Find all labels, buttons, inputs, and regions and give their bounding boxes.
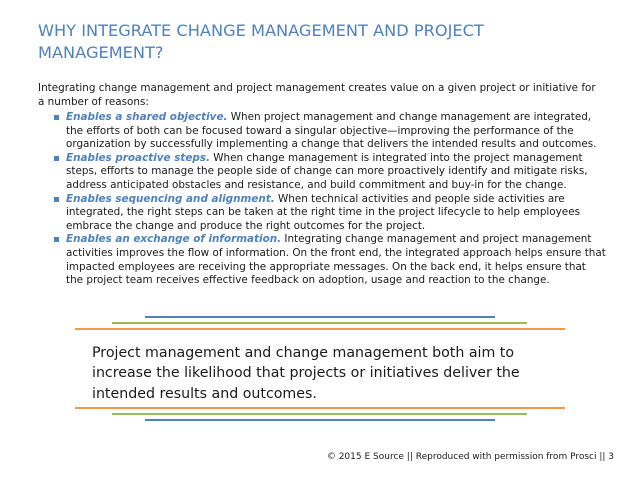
divider-green-top (112, 322, 527, 324)
list-item (54, 193, 606, 234)
reasons-list (54, 111, 606, 288)
bullet-text: Integrating change management and project management activities improves the flow of information. On the front end, the integrated approach helps ensure that impacted employees are receiving the appropriate messages. On the back end, it helps ensure that the project team receives effective feedback on adoption, usage and reaction to the change. (66, 233, 606, 287)
slide-title: WHY INTEGRATE CHANGE MANAGEMENT AND PROJECT MANAGEMENT? (38, 21, 484, 62)
bullet-heading: Enables an exchange of information. (66, 233, 282, 246)
bullet-text: When technical activities and people side activities are integrated, the right steps can be taken at the right time in the project lifecycle to help employees embrace the change and produce the right outcomes for the project. (66, 192, 581, 232)
square-bullet-icon (54, 197, 59, 202)
bullet-heading: Enables proactive steps. (66, 151, 210, 164)
divider-blue-top (145, 316, 495, 318)
pull-quote: Project management and change management both aim to increase the likelihood that projects or initiatives deliver the intended results and outcomes. (92, 345, 520, 402)
square-bullet-icon (54, 156, 59, 161)
bullet-heading: Enables a shared objective. (66, 111, 228, 123)
intro-paragraph: Integrating change management and project management creates value on a given project or initiative for a number of reasons: (38, 82, 596, 108)
bullet-text: When project management and change management are integrated, the efforts of both can be focused toward a singular objective—improving the performance of the organization by successfully implementing a change that delivers the intended results and outcomes. (66, 111, 597, 151)
divider-green-bottom (112, 413, 527, 415)
bullet-heading: Enables sequencing and alignment. (66, 192, 275, 205)
square-bullet-icon (54, 115, 59, 120)
footer-credit: © 2015 E Source || Reproduced with permission from Prosci || 3 (326, 452, 614, 462)
list-item (54, 152, 606, 193)
list-item (54, 111, 606, 152)
divider-orange-bottom (75, 407, 565, 409)
list-item (54, 233, 606, 287)
square-bullet-icon (54, 237, 59, 242)
bullet-text: When change management is integrated into the project management steps, efforts to manage the people side of change can more proactively identify and mitigate risks, address anticipated obstacles and resistance, and build commitment and buy-in for the change. (66, 151, 588, 191)
divider-blue-bottom (145, 419, 495, 421)
divider-orange-top (75, 328, 565, 330)
